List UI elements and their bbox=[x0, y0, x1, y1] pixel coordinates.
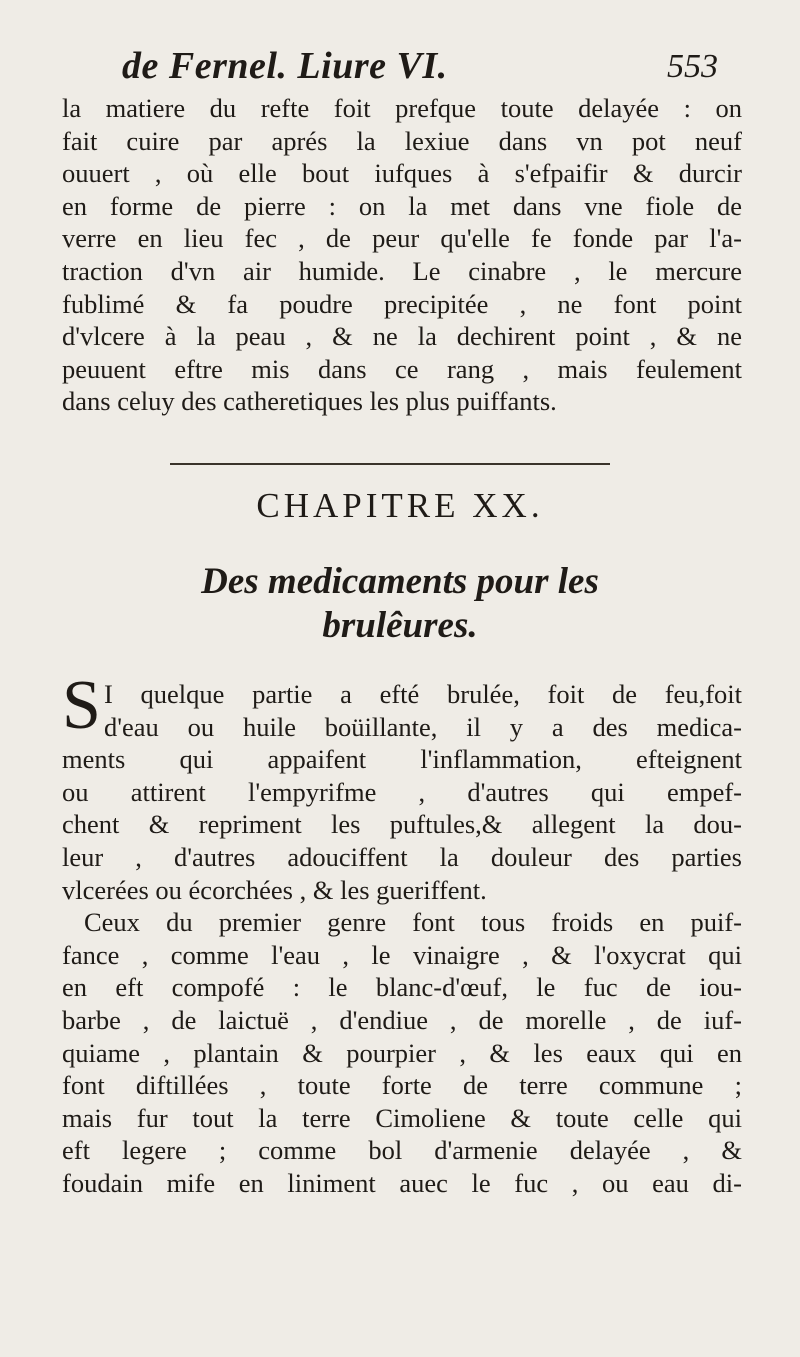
text-line: foudain mife en liniment auec le fuc , ou eau di- bbox=[62, 1167, 742, 1198]
chapter-heading: CHAPITRE XX. bbox=[256, 486, 544, 525]
page-number: 553 bbox=[667, 48, 718, 85]
text-line: d'eau ou huile boüillante, il y a des medica- bbox=[104, 711, 742, 742]
text-line: leur , d'autres adouciffent la douleur des parties bbox=[62, 841, 742, 872]
chapter-subtitle-line-1: Des medicaments pour les bbox=[201, 561, 599, 602]
section-divider bbox=[170, 463, 610, 465]
continued-paragraph bbox=[62, 92, 742, 418]
text-line: la matiere du refte foit prefque toute delayée : on bbox=[62, 93, 742, 123]
text-line: traction d'vn air humide. Le cinabre , le mercure bbox=[62, 255, 742, 286]
text-line: d'vlcere à la peau , & ne la dechirent point , & ne bbox=[62, 321, 742, 352]
text-line: barbe , de laictuë , d'endiue , de morelle , de iuf- bbox=[62, 1004, 742, 1035]
text-line: en eft compofé : le blanc-d'œuf, le fuc de iou- bbox=[62, 972, 742, 1003]
drop-cap: S bbox=[62, 667, 101, 744]
running-title: de Fernel. Liure VI. bbox=[122, 45, 448, 87]
text-line: eft legere ; comme bol d'armenie delayée , & bbox=[62, 1135, 742, 1166]
text-line: en forme de pierre : on la met dans vne fiole de bbox=[62, 190, 742, 221]
text-line: verre en lieu fec , de peur qu'elle fe fonde par l'a- bbox=[62, 223, 742, 254]
text-line: ou attirent l'empyrifme , d'autres qui empef- bbox=[62, 776, 742, 807]
text-line: vlcerées ou écorchées , & les gueriffent. bbox=[62, 874, 487, 905]
text-line: quiame , plantain & pourpier , & les eaux qui en bbox=[62, 1037, 742, 1068]
text-line: font diftillées , toute forte de terre commune ; bbox=[62, 1070, 742, 1101]
text-line: mais fur tout la terre Cimoliene & toute celle qui bbox=[62, 1102, 742, 1133]
text-line: dans celuy des catheretiques les plus puiffants. bbox=[62, 386, 557, 417]
text-line: ments qui appaifent l'inflammation, efteignent bbox=[62, 744, 742, 775]
text-line: Ceux du premier genre font tous froids en puif- bbox=[84, 907, 742, 938]
text-line: ouuert , où elle bout iufques à s'efpaifir & durcir bbox=[62, 158, 742, 189]
text-line: fance , comme l'eau , le vinaigre , & l'oxycrat qui bbox=[62, 939, 742, 970]
text-line: chent & repriment les puftules,& allegent la dou- bbox=[62, 809, 742, 840]
chapter-subtitle-line-2: brulêures. bbox=[322, 605, 478, 646]
text-line: fublimé & fa poudre precipitée , ne font point bbox=[62, 288, 742, 319]
text-line: fait cuire par aprés la lexiue dans vn pot neuf bbox=[62, 125, 742, 156]
text-line: peuuent eftre mis dans ce rang , mais feulement bbox=[62, 353, 742, 384]
chapter-body bbox=[62, 678, 742, 1200]
text-line: I quelque partie a efté brulée, foit de feu,foit bbox=[104, 679, 742, 709]
page-header bbox=[60, 44, 740, 94]
